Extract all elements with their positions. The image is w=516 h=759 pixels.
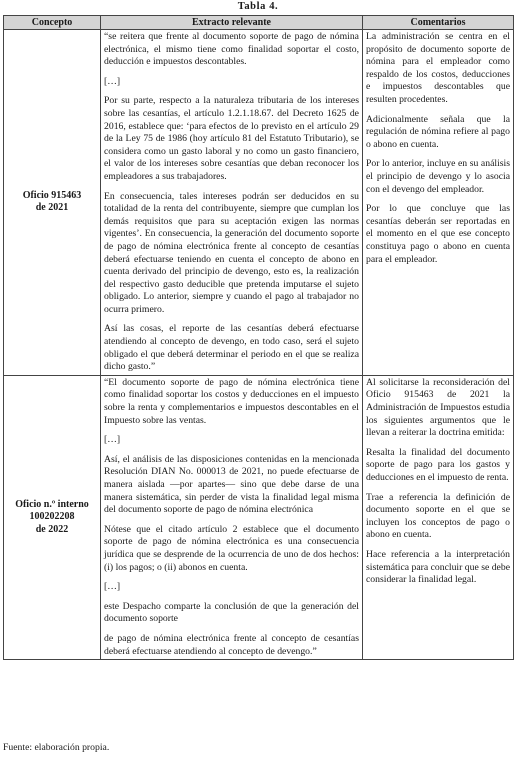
- comments-cell: [363, 30, 514, 376]
- extract-paragraph: […]: [104, 581, 121, 593]
- table-row: [4, 375, 514, 659]
- concept-label: Oficio n.º interno: [15, 498, 89, 510]
- extract-paragraph: En consecuencia, tales intereses podrán ser deducidos en su totalidad de la renta del contribuyente, siempre que cumplan los demás requisitos que para su aceptación exigen las normas vigentes’. En consecuencia, la generación del documento soporte de pago de nómina electrónica frente al concepto de cesantías deberá efectuarse teniendo en cuenta el concepto de abono en cuenta derivado del principio de devengo, esto es, la realización del respectivo gasto deducible que pretenda imputarse el sujeto obligado. Lo anterior, siempre y cuando el pago al trabajador no ocurra primero.: [104, 190, 359, 315]
- extract-paragraph: Por su parte, respecto a la naturaleza tributaria de los intereses sobre las cesantías, el artículo 1.2.1.18.67. del Decreto 1625 de 2016, establece que: ‘para efectos de lo previsto en el artículo 29 de la Ley 75 de 1986 (hoy artículo 81 del Estatuto Tributario), se considera como un gasto laboral y no como un gasto financiero, el valor de los intereses sobre cesantías que deban reconocer los empleadores a sus trabajadores.: [104, 95, 359, 182]
- extract-paragraph: este Despacho comparte la conclusión de que la generación del documento soporte: [104, 600, 359, 625]
- header-extracto-relevante: Extracto relevante: [101, 16, 363, 30]
- extract-paragraph: Nótese que el citado artículo 2 establece que el documento soporte de pago de nómina electrónica es una consecuencia jurídica que se desprende de la ocurrencia de uno de dos hechos: (i) los pagos; o (ii) abonos en cuenta.: [104, 523, 359, 573]
- extract-cell: [101, 375, 363, 659]
- header-concepto: Concepto: [4, 16, 101, 30]
- extract-paragraph: de pago de nómina electrónica frente al concepto de cesantías deberá efectuarse atendiendo al concepto de devengo.”: [104, 632, 359, 657]
- comments-cell: [363, 375, 514, 659]
- table-caption: Tabla 4.: [237, 1, 279, 12]
- comment-paragraph: Resalta la finalidad del documento soporte de pago para los gastos y deducciones en el impuesto de renta.: [366, 446, 510, 483]
- extract-paragraph: […]: [104, 75, 121, 87]
- extract-paragraph: […]: [104, 434, 121, 446]
- concept-label: de 2021: [35, 202, 69, 214]
- extract-paragraph: Así las cosas, el reporte de las cesantías deberá efectuarse atendiendo al concepto de devengo, en todo caso, será el sujeto obligado el que deberá determinar el periodo en el que se realiza dicho gasto.”: [104, 323, 359, 373]
- concept-cell: [4, 375, 101, 659]
- header-comentarios: Comentarios: [363, 16, 514, 30]
- comment-paragraph: Adicionalmente señala que la regulación de nómina refiere al pago o abono en cuenta.: [366, 113, 510, 150]
- extract-paragraph: Así, el análisis de las disposiciones contenidas en la mencionada Resolución DIAN No. 000013 de 2021, no puede efectuarse de manera aislada —por apartes— sino que debe darse de una manera sistemática, sin perder de vista la finalidad legal misma del documento soporte de pago de nómina electrónica: [104, 453, 359, 516]
- comment-paragraph: Por lo anterior, incluye en su análisis el principio de devengo y lo asocia con el devengo del empleador.: [366, 158, 510, 195]
- comment-paragraph: Por lo que concluye que las cesantías deberán ser reportadas en el momento en el que ese concepto constituya pago o abono en cuenta para el empleador.: [366, 203, 510, 265]
- comment-paragraph: La administración se centra en el propósito de documento soporte de nómina para el empleador como respaldo de los costos, deducciones e impuestos descontables que resulten procedentes.: [366, 31, 510, 105]
- table-row: [4, 30, 514, 376]
- source-note: Fuente: elaboración propia.: [3, 742, 110, 753]
- extract-cell: [101, 30, 363, 376]
- concept-label: 100202208: [29, 511, 75, 523]
- concepts-table: [3, 15, 514, 660]
- extract-paragraph: “El documento soporte de pago de nómina electrónica tiene como finalidad soportar los costos y deducciones en el impuesto sobre la renta y complementarios e impuestos descontables en el Impuesto sobre las ventas.: [104, 376, 359, 426]
- concept-label: de 2022: [35, 523, 69, 535]
- concept-label: Oficio 915463: [22, 189, 82, 201]
- comment-paragraph: Trae a referencia la definición de documento soporte en el que se incluyen los conceptos de pago o abono en cuenta.: [366, 491, 510, 541]
- extract-paragraph: “se reitera que frente al documento soporte de pago de nómina electrónica, el mismo tiene como finalidad soportar el costo, deducción e impuestos descontables.: [104, 31, 359, 68]
- concept-cell: [4, 30, 101, 376]
- table-header-row: [4, 16, 514, 30]
- comment-paragraph: Hace referencia a la interpretación sistemática para concluir que se debe considerar la finalidad legal.: [366, 548, 510, 586]
- comment-paragraph: Al solicitarse la reconsideración del Oficio 915463 de 2021 la Administración de Impuestos estudia los siguientes argumentos que le llevan a reiterar la doctrina emitida:: [366, 376, 510, 439]
